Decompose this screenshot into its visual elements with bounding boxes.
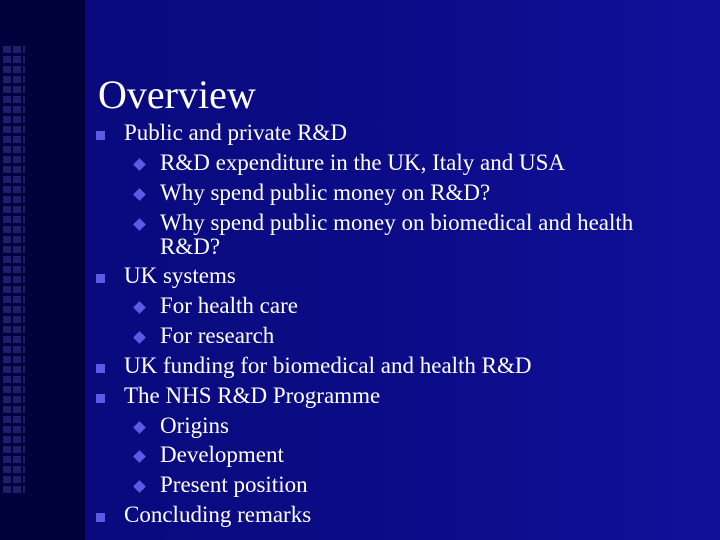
- diamond-bullet-icon: [133, 301, 146, 314]
- bullet-item: [124, 120, 347, 146]
- diamond-bullet-icon: [133, 480, 146, 493]
- bullet-text: Origins: [160, 413, 229, 438]
- bullet-text: R&D?: [160, 234, 221, 259]
- bullet-text: The NHS R&D Programme: [124, 383, 381, 408]
- bullet-text: For health care: [160, 293, 298, 318]
- diamond-bullet-icon: [133, 421, 146, 434]
- square-bullet-icon: [96, 394, 105, 403]
- square-bullet-icon: [96, 364, 105, 373]
- diamond-bullet-icon: [133, 158, 146, 171]
- bullet-text: R&D expenditure in the UK, Italy and USA: [160, 150, 565, 175]
- sub-bullet-item: [160, 150, 565, 176]
- diamond-bullet-icon: [133, 218, 146, 231]
- sub-bullet-item: [160, 442, 284, 468]
- bullet-item: [124, 502, 311, 528]
- bullet-text-continuation: [160, 234, 220, 260]
- sub-bullet-item: [160, 210, 633, 236]
- bullet-text: UK funding for biomedical and health R&D: [124, 353, 532, 378]
- sub-bullet-item: [160, 323, 274, 349]
- bullet-item: [124, 383, 380, 409]
- sub-bullet-item: [160, 413, 229, 439]
- bullet-text: Public and private R&D: [124, 120, 347, 145]
- square-bullet-icon: [96, 131, 105, 140]
- sub-bullet-item: [160, 180, 490, 206]
- diamond-bullet-icon: [133, 450, 146, 463]
- square-pattern: [3, 46, 25, 496]
- bullet-text: Concluding remarks: [124, 502, 312, 527]
- bullet-item: [124, 353, 532, 379]
- bullet-text: For research: [160, 323, 275, 348]
- diamond-bullet-icon: [133, 331, 146, 344]
- bullet-text: Present position: [160, 472, 308, 497]
- bullet-text: Development: [160, 442, 284, 467]
- diamond-bullet-icon: [133, 188, 146, 201]
- left-decorative-strip: [0, 0, 85, 540]
- slide-title: Overview: [98, 72, 256, 117]
- bullet-text: Why spend public money on R&D?: [160, 180, 491, 205]
- bullet-item: [124, 263, 236, 289]
- sub-bullet-item: [160, 293, 298, 319]
- bullet-text: Why spend public money on biomedical and health: [160, 210, 634, 235]
- square-bullet-icon: [96, 513, 105, 522]
- bullet-text: UK systems: [124, 263, 236, 288]
- sub-bullet-item: [160, 472, 308, 498]
- square-bullet-icon: [96, 274, 105, 283]
